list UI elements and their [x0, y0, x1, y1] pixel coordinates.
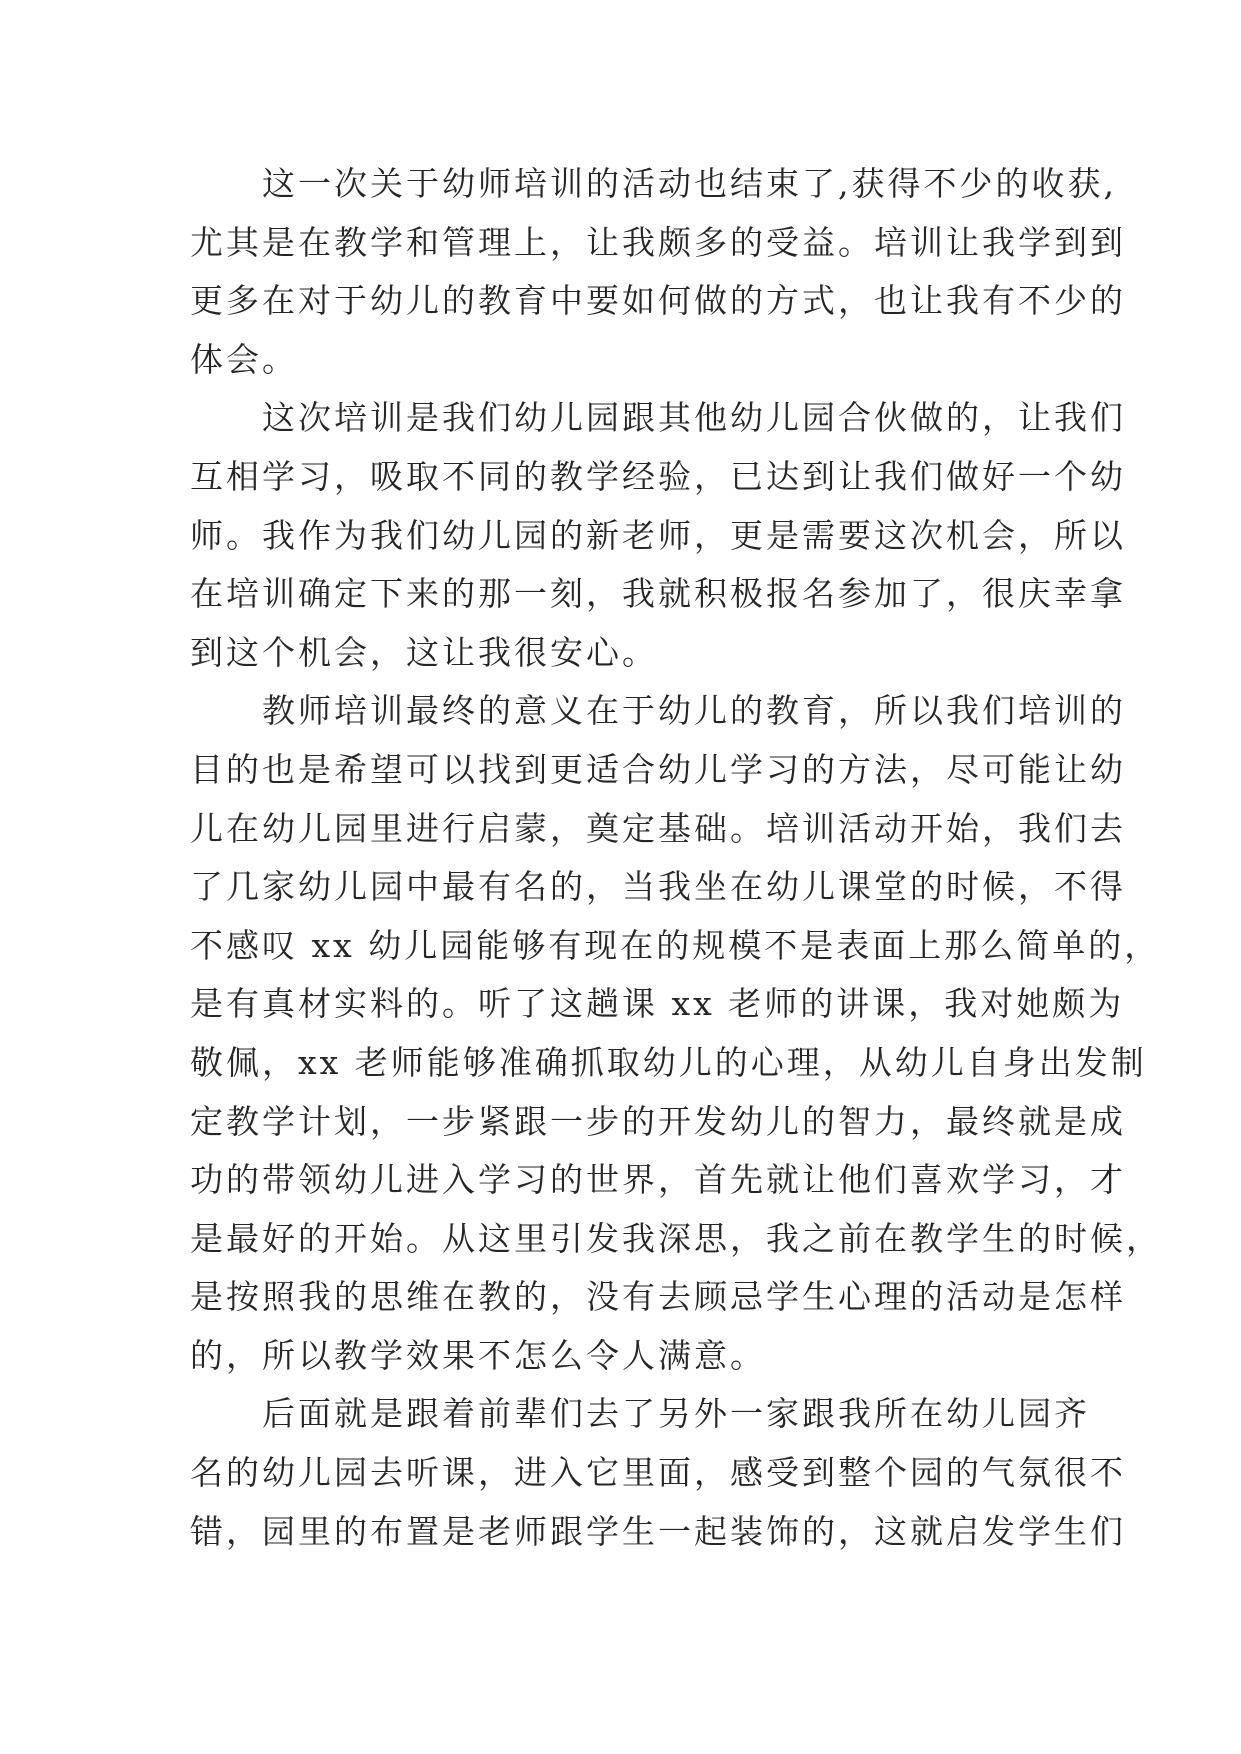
text-line: 不感叹 xx 幼儿园能够有现在的规模不是表面上那么简单的，	[190, 925, 1161, 965]
paragraph	[190, 155, 1126, 389]
text-line: 的，所以教学效果不怎么令人满意。	[190, 1335, 766, 1375]
text-line: 功的带领幼儿进入学习的世界，首先就让他们喜欢学习，才	[190, 1160, 1126, 1200]
text-line: 是有真材实料的。听了这趟课 xx 老师的讲课，我对她颇为	[190, 984, 1125, 1024]
paragraph	[190, 682, 1162, 1385]
text-line: 定教学计划，一步紧跟一步的开发幼儿的智力，最终就是成	[190, 1101, 1126, 1141]
text-line: 教师培训最终的意义在于幼儿的教育，所以我们培训的	[262, 691, 1126, 731]
text-line: 这一次关于幼师培训的活动也结束了,获得不少的收获,	[262, 164, 1117, 203]
text-line: 更多在对于幼儿的教育中要如何做的方式，也让我有不少的	[190, 281, 1126, 321]
text-line: 互相学习，吸取不同的教学经验，已达到让我们做好一个幼	[190, 456, 1126, 496]
text-line: 错，园里的布置是老师跟学生一起装饰的，这就启发学生们	[190, 1511, 1126, 1551]
text-line: 在培训确定下来的那一刻，我就积极报名参加了，很庆幸拿	[190, 574, 1126, 614]
text-line: 这次培训是我们幼儿园跟其他幼儿园合伙做的，让我们	[262, 398, 1126, 438]
text-line: 到这个机会，这让我很安心。	[190, 632, 658, 672]
text-line: 尤其是在教学和管理上，让我颇多的受益。培训让我学到到	[190, 222, 1126, 262]
paragraph	[190, 389, 1126, 682]
text-line: 敬佩，xx 老师能够准确抓取幼儿的心理，从幼儿自身出发制	[190, 1042, 1147, 1082]
paragraph	[190, 1385, 1126, 1561]
text-line: 后面就是跟着前辈们去了另外一家跟我所在幼儿园齐	[262, 1394, 1090, 1434]
text-line: 了几家幼儿园中最有名的，当我坐在幼儿课堂的时候，不得	[190, 867, 1126, 907]
text-line: 体会。	[190, 339, 298, 379]
text-line: 儿在幼儿园里进行启蒙，奠定基础。培训活动开始，我们去	[190, 808, 1126, 848]
text-line: 师。我作为我们幼儿园的新老师，更是需要这次机会，所以	[190, 515, 1126, 555]
text-line: 是按照我的思维在教的，没有去顾忌学生心理的活动是怎样	[190, 1277, 1126, 1317]
document-page	[190, 155, 1162, 1561]
text-line: 名的幼儿园去听课，进入它里面，感受到整个园的气氛很不	[190, 1453, 1126, 1493]
text-line: 目的也是希望可以找到更适合幼儿学习的方法，尽可能让幼	[190, 749, 1126, 789]
text-line: 是最好的开始。从这里引发我深思，我之前在教学生的时候，	[190, 1218, 1162, 1258]
